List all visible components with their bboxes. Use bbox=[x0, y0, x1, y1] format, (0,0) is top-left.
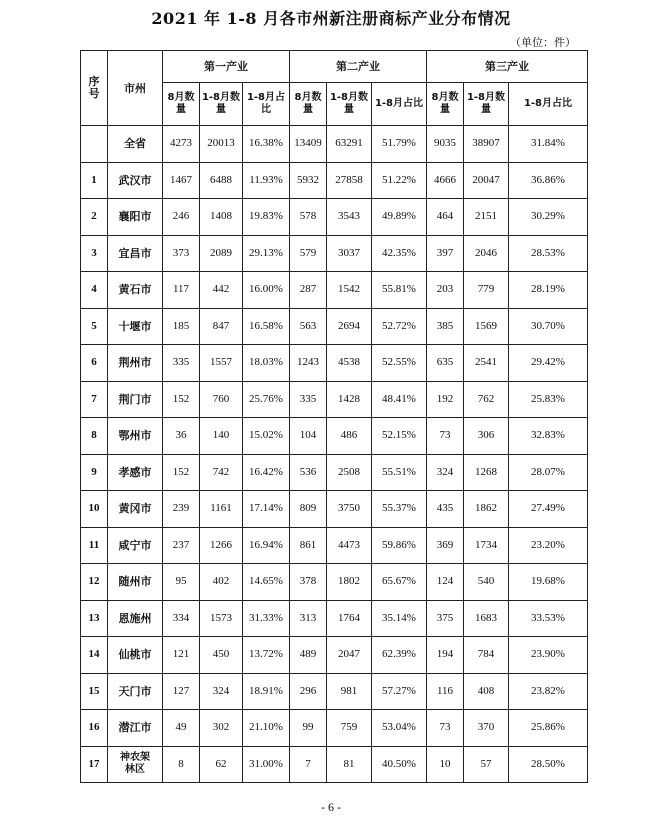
row-index: 5 bbox=[81, 308, 108, 345]
cell-value: 194 bbox=[427, 637, 464, 674]
row-city: 荆门市 bbox=[108, 381, 163, 418]
cell-value: 36 bbox=[163, 418, 200, 455]
cell-value: 578 bbox=[290, 199, 327, 236]
cell-value: 742 bbox=[200, 454, 243, 491]
cell-value: 2046 bbox=[464, 235, 509, 272]
cell-value: 11.93% bbox=[243, 162, 290, 199]
cell-value: 35.14% bbox=[372, 600, 427, 637]
cell-value: 2508 bbox=[327, 454, 372, 491]
row-city: 仙桃市 bbox=[108, 637, 163, 674]
header-sub: 8月数量 bbox=[427, 83, 464, 126]
cell-value: 51.22% bbox=[372, 162, 427, 199]
cell-value: 42.35% bbox=[372, 235, 427, 272]
cell-value: 73 bbox=[427, 710, 464, 747]
cell-value: 185 bbox=[163, 308, 200, 345]
cell-value: 20013 bbox=[200, 126, 243, 163]
cell-value: 27.49% bbox=[509, 491, 588, 528]
table-row bbox=[81, 710, 588, 747]
cell-value: 16.58% bbox=[243, 308, 290, 345]
cell-value: 579 bbox=[290, 235, 327, 272]
cell-value: 2694 bbox=[327, 308, 372, 345]
row-index: 4 bbox=[81, 272, 108, 309]
cell-value: 127 bbox=[163, 673, 200, 710]
cell-value: 3037 bbox=[327, 235, 372, 272]
header-sub: 1-8月数量 bbox=[327, 83, 372, 126]
cell-value: 23.20% bbox=[509, 527, 588, 564]
table-row bbox=[81, 746, 588, 783]
cell-value: 55.81% bbox=[372, 272, 427, 309]
row-city: 恩施州 bbox=[108, 600, 163, 637]
cell-value: 4666 bbox=[427, 162, 464, 199]
cell-value: 23.90% bbox=[509, 637, 588, 674]
cell-value: 296 bbox=[290, 673, 327, 710]
cell-value: 19.83% bbox=[243, 199, 290, 236]
cell-value: 104 bbox=[290, 418, 327, 455]
row-index: 3 bbox=[81, 235, 108, 272]
cell-value: 442 bbox=[200, 272, 243, 309]
cell-value: 2089 bbox=[200, 235, 243, 272]
cell-value: 16.42% bbox=[243, 454, 290, 491]
row-index: 13 bbox=[81, 600, 108, 637]
cell-value: 375 bbox=[427, 600, 464, 637]
row-city: 宜昌市 bbox=[108, 235, 163, 272]
header-sub: 8月数量 bbox=[290, 83, 327, 126]
cell-value: 73 bbox=[427, 418, 464, 455]
row-city: 黄石市 bbox=[108, 272, 163, 309]
header-index-label: 序号 bbox=[88, 75, 100, 100]
row-city: 全省 bbox=[108, 126, 163, 163]
cell-value: 335 bbox=[163, 345, 200, 382]
header-sub: 1-8月数量 bbox=[464, 83, 509, 126]
row-index: 7 bbox=[81, 381, 108, 418]
cell-value: 1573 bbox=[200, 600, 243, 637]
cell-value: 1734 bbox=[464, 527, 509, 564]
cell-value: 324 bbox=[427, 454, 464, 491]
cell-value: 52.72% bbox=[372, 308, 427, 345]
header-sub: 8月数量 bbox=[163, 83, 200, 126]
table-row bbox=[81, 454, 588, 491]
cell-value: 784 bbox=[464, 637, 509, 674]
cell-value: 25.86% bbox=[509, 710, 588, 747]
cell-value: 378 bbox=[290, 564, 327, 601]
cell-value: 65.67% bbox=[372, 564, 427, 601]
cell-value: 861 bbox=[290, 527, 327, 564]
cell-value: 31.84% bbox=[509, 126, 588, 163]
cell-value: 847 bbox=[200, 308, 243, 345]
cell-value: 762 bbox=[464, 381, 509, 418]
cell-value: 302 bbox=[200, 710, 243, 747]
cell-value: 464 bbox=[427, 199, 464, 236]
header-sub: 1-8月占比 bbox=[509, 83, 588, 126]
row-city: 孝感市 bbox=[108, 454, 163, 491]
cell-value: 48.41% bbox=[372, 381, 427, 418]
cell-value: 31.33% bbox=[243, 600, 290, 637]
cell-value: 124 bbox=[427, 564, 464, 601]
table-row bbox=[81, 126, 588, 163]
cell-value: 23.82% bbox=[509, 673, 588, 710]
row-city: 十堰市 bbox=[108, 308, 163, 345]
row-city: 随州市 bbox=[108, 564, 163, 601]
cell-value: 397 bbox=[427, 235, 464, 272]
header-city: 市州 bbox=[108, 51, 163, 126]
cell-value: 239 bbox=[163, 491, 200, 528]
cell-value: 2541 bbox=[464, 345, 509, 382]
row-index: 17 bbox=[81, 746, 108, 783]
cell-value: 536 bbox=[290, 454, 327, 491]
cell-value: 62.39% bbox=[372, 637, 427, 674]
page-number: - 6 - bbox=[321, 800, 341, 814]
row-city: 神农架林区 bbox=[108, 746, 163, 783]
cell-value: 369 bbox=[427, 527, 464, 564]
cell-value: 7 bbox=[290, 746, 327, 783]
cell-value: 1266 bbox=[200, 527, 243, 564]
cell-value: 49.89% bbox=[372, 199, 427, 236]
cell-value: 981 bbox=[327, 673, 372, 710]
cell-value: 95 bbox=[163, 564, 200, 601]
cell-value: 52.15% bbox=[372, 418, 427, 455]
cell-value: 57 bbox=[464, 746, 509, 783]
cell-value: 1467 bbox=[163, 162, 200, 199]
cell-value: 760 bbox=[200, 381, 243, 418]
cell-value: 140 bbox=[200, 418, 243, 455]
cell-value: 435 bbox=[427, 491, 464, 528]
cell-value: 4538 bbox=[327, 345, 372, 382]
cell-value: 55.51% bbox=[372, 454, 427, 491]
document-title: 2021 年 1-8 月各市州新注册商标产业分布情况 bbox=[151, 9, 511, 28]
cell-value: 237 bbox=[163, 527, 200, 564]
cell-value: 29.42% bbox=[509, 345, 588, 382]
cell-value: 1683 bbox=[464, 600, 509, 637]
cell-value: 9035 bbox=[427, 126, 464, 163]
cell-value: 30.29% bbox=[509, 199, 588, 236]
cell-value: 3750 bbox=[327, 491, 372, 528]
cell-value: 4273 bbox=[163, 126, 200, 163]
cell-value: 8 bbox=[163, 746, 200, 783]
cell-value: 1243 bbox=[290, 345, 327, 382]
row-city: 咸宁市 bbox=[108, 527, 163, 564]
table-row bbox=[81, 381, 588, 418]
cell-value: 402 bbox=[200, 564, 243, 601]
cell-value: 16.94% bbox=[243, 527, 290, 564]
cell-value: 25.83% bbox=[509, 381, 588, 418]
cell-value: 13409 bbox=[290, 126, 327, 163]
cell-value: 152 bbox=[163, 381, 200, 418]
table-row bbox=[81, 491, 588, 528]
header-sub: 1-8月占比 bbox=[243, 83, 290, 126]
cell-value: 117 bbox=[163, 272, 200, 309]
row-city: 黄冈市 bbox=[108, 491, 163, 528]
cell-value: 192 bbox=[427, 381, 464, 418]
cell-value: 19.68% bbox=[509, 564, 588, 601]
cell-value: 59.86% bbox=[372, 527, 427, 564]
cell-value: 1428 bbox=[327, 381, 372, 418]
table-row bbox=[81, 600, 588, 637]
table-row bbox=[81, 527, 588, 564]
cell-value: 1764 bbox=[327, 600, 372, 637]
cell-value: 1161 bbox=[200, 491, 243, 528]
cell-value: 3543 bbox=[327, 199, 372, 236]
row-city: 天门市 bbox=[108, 673, 163, 710]
table-row bbox=[81, 199, 588, 236]
cell-value: 759 bbox=[327, 710, 372, 747]
cell-value: 2047 bbox=[327, 637, 372, 674]
cell-value: 15.02% bbox=[243, 418, 290, 455]
cell-value: 306 bbox=[464, 418, 509, 455]
cell-value: 116 bbox=[427, 673, 464, 710]
row-city: 武汉市 bbox=[108, 162, 163, 199]
cell-value: 1557 bbox=[200, 345, 243, 382]
row-index: 15 bbox=[81, 673, 108, 710]
cell-value: 1569 bbox=[464, 308, 509, 345]
cell-value: 450 bbox=[200, 637, 243, 674]
header-industry2: 第二产业 bbox=[290, 51, 427, 83]
cell-value: 55.37% bbox=[372, 491, 427, 528]
row-index: 11 bbox=[81, 527, 108, 564]
cell-value: 25.76% bbox=[243, 381, 290, 418]
unit-note: （单位：件） bbox=[510, 36, 576, 49]
row-city: 荆州市 bbox=[108, 345, 163, 382]
row-index: 12 bbox=[81, 564, 108, 601]
cell-value: 1862 bbox=[464, 491, 509, 528]
cell-value: 1802 bbox=[327, 564, 372, 601]
row-index: 16 bbox=[81, 710, 108, 747]
cell-value: 779 bbox=[464, 272, 509, 309]
cell-value: 18.03% bbox=[243, 345, 290, 382]
cell-value: 81 bbox=[327, 746, 372, 783]
row-index: 1 bbox=[81, 162, 108, 199]
header-sub: 1-8月数量 bbox=[200, 83, 243, 126]
cell-value: 313 bbox=[290, 600, 327, 637]
statistics-table bbox=[80, 50, 588, 783]
row-index: 14 bbox=[81, 637, 108, 674]
cell-value: 1268 bbox=[464, 454, 509, 491]
cell-value: 370 bbox=[464, 710, 509, 747]
cell-value: 486 bbox=[327, 418, 372, 455]
cell-value: 16.00% bbox=[243, 272, 290, 309]
cell-value: 13.72% bbox=[243, 637, 290, 674]
cell-value: 29.13% bbox=[243, 235, 290, 272]
row-index: 9 bbox=[81, 454, 108, 491]
header-index bbox=[81, 51, 108, 126]
row-index: 8 bbox=[81, 418, 108, 455]
cell-value: 246 bbox=[163, 199, 200, 236]
cell-value: 21.10% bbox=[243, 710, 290, 747]
cell-value: 385 bbox=[427, 308, 464, 345]
cell-value: 203 bbox=[427, 272, 464, 309]
cell-value: 373 bbox=[163, 235, 200, 272]
row-index bbox=[81, 126, 108, 163]
cell-value: 10 bbox=[427, 746, 464, 783]
row-city: 鄂州市 bbox=[108, 418, 163, 455]
header-industry1: 第一产业 bbox=[163, 51, 290, 83]
row-index: 6 bbox=[81, 345, 108, 382]
cell-value: 32.83% bbox=[509, 418, 588, 455]
cell-value: 52.55% bbox=[372, 345, 427, 382]
header-sub: 1-8月占比 bbox=[372, 83, 427, 126]
row-city: 襄阳市 bbox=[108, 199, 163, 236]
table-row bbox=[81, 418, 588, 455]
cell-value: 635 bbox=[427, 345, 464, 382]
cell-value: 489 bbox=[290, 637, 327, 674]
table-row bbox=[81, 637, 588, 674]
cell-value: 27858 bbox=[327, 162, 372, 199]
cell-value: 324 bbox=[200, 673, 243, 710]
cell-value: 4473 bbox=[327, 527, 372, 564]
cell-value: 57.27% bbox=[372, 673, 427, 710]
cell-value: 51.79% bbox=[372, 126, 427, 163]
cell-value: 287 bbox=[290, 272, 327, 309]
cell-value: 335 bbox=[290, 381, 327, 418]
cell-value: 28.19% bbox=[509, 272, 588, 309]
cell-value: 540 bbox=[464, 564, 509, 601]
cell-value: 31.00% bbox=[243, 746, 290, 783]
table-row bbox=[81, 564, 588, 601]
table-row bbox=[81, 235, 588, 272]
table-row bbox=[81, 162, 588, 199]
cell-value: 49 bbox=[163, 710, 200, 747]
cell-value: 40.50% bbox=[372, 746, 427, 783]
cell-value: 62 bbox=[200, 746, 243, 783]
cell-value: 36.86% bbox=[509, 162, 588, 199]
cell-value: 2151 bbox=[464, 199, 509, 236]
cell-value: 809 bbox=[290, 491, 327, 528]
header-industry3: 第三产业 bbox=[427, 51, 588, 83]
cell-value: 28.50% bbox=[509, 746, 588, 783]
cell-value: 20047 bbox=[464, 162, 509, 199]
cell-value: 16.38% bbox=[243, 126, 290, 163]
cell-value: 14.65% bbox=[243, 564, 290, 601]
cell-value: 63291 bbox=[327, 126, 372, 163]
cell-value: 18.91% bbox=[243, 673, 290, 710]
cell-value: 152 bbox=[163, 454, 200, 491]
cell-value: 53.04% bbox=[372, 710, 427, 747]
cell-value: 5932 bbox=[290, 162, 327, 199]
cell-value: 121 bbox=[163, 637, 200, 674]
table-row bbox=[81, 272, 588, 309]
cell-value: 408 bbox=[464, 673, 509, 710]
cell-value: 17.14% bbox=[243, 491, 290, 528]
cell-value: 28.07% bbox=[509, 454, 588, 491]
cell-value: 334 bbox=[163, 600, 200, 637]
cell-value: 30.70% bbox=[509, 308, 588, 345]
cell-value: 28.53% bbox=[509, 235, 588, 272]
row-index: 10 bbox=[81, 491, 108, 528]
table-row bbox=[81, 673, 588, 710]
row-index: 2 bbox=[81, 199, 108, 236]
cell-value: 563 bbox=[290, 308, 327, 345]
cell-value: 6488 bbox=[200, 162, 243, 199]
cell-value: 1542 bbox=[327, 272, 372, 309]
row-city: 潜江市 bbox=[108, 710, 163, 747]
cell-value: 33.53% bbox=[509, 600, 588, 637]
cell-value: 99 bbox=[290, 710, 327, 747]
table-row bbox=[81, 308, 588, 345]
table-row bbox=[81, 345, 588, 382]
cell-value: 38907 bbox=[464, 126, 509, 163]
cell-value: 1408 bbox=[200, 199, 243, 236]
